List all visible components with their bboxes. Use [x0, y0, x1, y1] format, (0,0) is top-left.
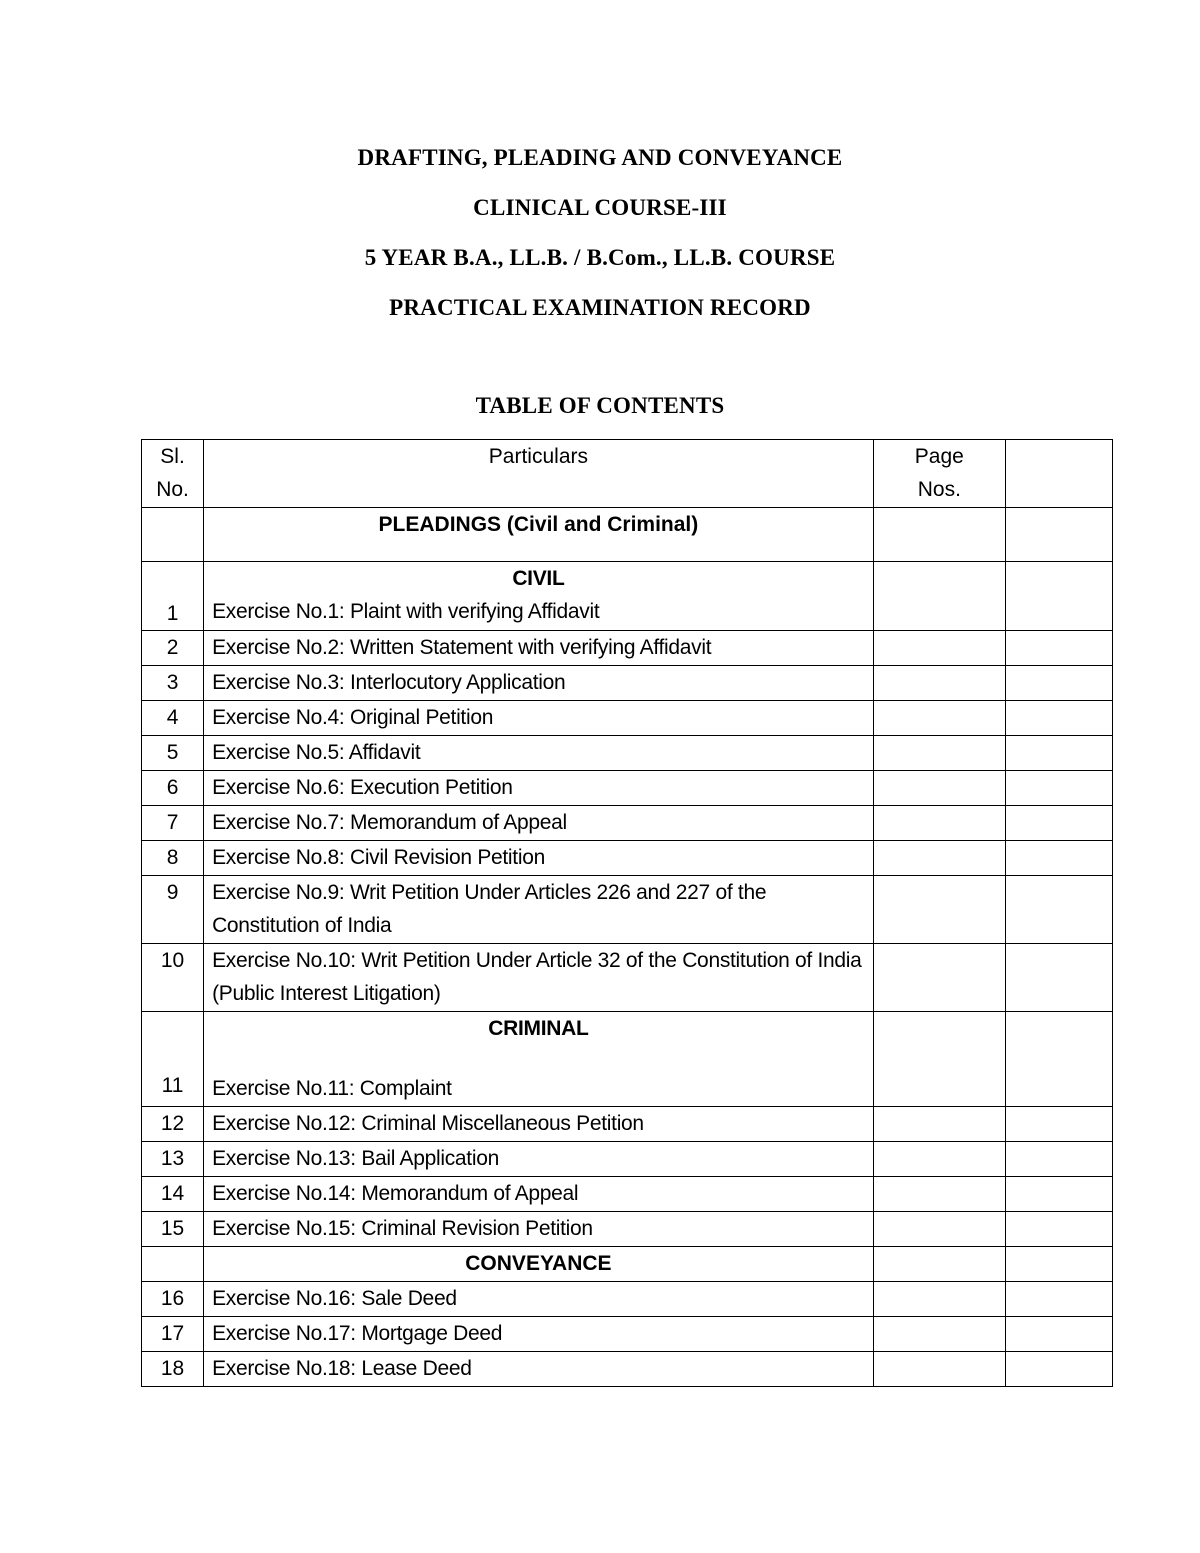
particulars-cell: Exercise No.4: Original Petition [204, 701, 874, 736]
particulars-cell: Exercise No.15: Criminal Revision Petition [204, 1212, 874, 1247]
table-row [142, 1352, 1113, 1387]
extra-cell [1005, 876, 1112, 944]
page-cell [873, 1352, 1005, 1387]
sl-no-cell: 9 [142, 876, 204, 944]
page-cell [873, 562, 1005, 631]
extra-cell [1005, 1212, 1112, 1247]
particulars-cell: Exercise No.12: Criminal Miscellaneous Petition [204, 1107, 874, 1142]
page-cell [873, 841, 1005, 876]
particulars-cell: Exercise No.13: Bail Application [204, 1142, 874, 1177]
table-row [142, 1282, 1113, 1317]
table-row [142, 666, 1113, 701]
sl-no-cell [142, 1247, 204, 1282]
extra-cell [1005, 1282, 1112, 1317]
sl-no-cell: 1 [142, 562, 204, 631]
page-cell [873, 876, 1005, 944]
header-sl-no [142, 440, 204, 508]
particulars-cell: Exercise No.10: Writ Petition Under Article 32 of the Constitution of India (Public Interest Litigation) [204, 944, 874, 1012]
sl-no-cell: 10 [142, 944, 204, 1012]
table-of-contents [141, 439, 1113, 1387]
page-cell [873, 806, 1005, 841]
page-cell [873, 508, 1005, 562]
page-cell [873, 1012, 1005, 1107]
page-cell [873, 1317, 1005, 1352]
particulars-cell: Exercise No.17: Mortgage Deed [204, 1317, 874, 1352]
table-row [142, 701, 1113, 736]
table-row [142, 1317, 1113, 1352]
extra-cell [1005, 1352, 1112, 1387]
particulars-cell: Exercise No.5: Affidavit [204, 736, 874, 771]
sl-no-cell: 7 [142, 806, 204, 841]
extra-cell [1005, 508, 1112, 562]
course-subtitle: CLINICAL COURSE-III [473, 195, 727, 220]
particulars-cell: Exercise No.2: Written Statement with verifying Affidavit [204, 631, 874, 666]
extra-cell [1005, 1142, 1112, 1177]
page-cell [873, 1107, 1005, 1142]
section-conveyance [204, 1247, 874, 1282]
particulars-cell: Exercise No.16: Sale Deed [204, 1282, 874, 1317]
page-cell [873, 944, 1005, 1012]
sl-no-cell: 18 [142, 1352, 204, 1387]
particulars-cell: Exercise No.8: Civil Revision Petition [204, 841, 874, 876]
page-cell [873, 736, 1005, 771]
page-cell [873, 771, 1005, 806]
record-title: PRACTICAL EXAMINATION RECORD [389, 295, 811, 320]
table-row [142, 1012, 1113, 1107]
header-sl-no-line2: No. [156, 478, 189, 501]
table-row [142, 1177, 1113, 1212]
section-label: PLEADINGS (Civil and Criminal) [378, 513, 699, 536]
table-row [142, 771, 1113, 806]
extra-cell [1005, 666, 1112, 701]
sl-no-cell: 14 [142, 1177, 204, 1212]
section-label: CONVEYANCE [465, 1252, 612, 1275]
particulars-cell [204, 562, 874, 631]
header-page-line2: Nos. [917, 478, 961, 501]
extra-cell [1005, 944, 1112, 1012]
section-row-conveyance [142, 1247, 1113, 1282]
header-extra [1005, 440, 1112, 508]
page-cell [873, 666, 1005, 701]
page-cell [873, 1282, 1005, 1317]
table-row [142, 562, 1113, 631]
exercise-title: Exercise No.1: Plaint with verifying Affidavit [212, 600, 600, 623]
extra-cell [1005, 806, 1112, 841]
particulars-cell: Exercise No.6: Execution Petition [204, 771, 874, 806]
extra-cell [1005, 631, 1112, 666]
table-header-row [142, 440, 1113, 508]
page-cell [873, 1247, 1005, 1282]
particulars-cell: Exercise No.14: Memorandum of Appeal [204, 1177, 874, 1212]
table-row [142, 1212, 1113, 1247]
section-row-pleadings [142, 508, 1113, 562]
page-cell [873, 1177, 1005, 1212]
extra-cell [1005, 1012, 1112, 1107]
sl-no-cell: 16 [142, 1282, 204, 1317]
extra-cell [1005, 771, 1112, 806]
extra-cell [1005, 1317, 1112, 1352]
sl-no-cell: 6 [142, 771, 204, 806]
table-row [142, 736, 1113, 771]
extra-cell [1005, 701, 1112, 736]
particulars-cell: Exercise No.3: Interlocutory Application [204, 666, 874, 701]
table-row [142, 806, 1113, 841]
program-title: 5 YEAR B.A., LL.B. / B.Com., LL.B. COURSE [364, 245, 836, 270]
header-page-nos [873, 440, 1005, 508]
header-sl-no-line1: Sl. [160, 445, 185, 468]
page-cell [873, 1212, 1005, 1247]
table-row [142, 1142, 1113, 1177]
sl-no-cell: 4 [142, 701, 204, 736]
table-row [142, 876, 1113, 944]
particulars-cell [204, 1012, 874, 1107]
sl-no-cell: 2 [142, 631, 204, 666]
extra-cell [1005, 562, 1112, 631]
page-cell [873, 701, 1005, 736]
table-row [142, 631, 1113, 666]
extra-cell [1005, 841, 1112, 876]
sl-no-cell: 17 [142, 1317, 204, 1352]
header-page-line1: Page [914, 445, 964, 468]
table-row [142, 1107, 1113, 1142]
extra-cell [1005, 1107, 1112, 1142]
sl-no-cell: 8 [142, 841, 204, 876]
sl-no-cell: 3 [142, 666, 204, 701]
sl-no-cell: 15 [142, 1212, 204, 1247]
sl-no-cell [142, 508, 204, 562]
page-cell [873, 631, 1005, 666]
extra-cell [1005, 736, 1112, 771]
toc-heading: TABLE OF CONTENTS [475, 393, 725, 418]
page-cell [873, 1142, 1005, 1177]
sl-no-cell: 13 [142, 1142, 204, 1177]
particulars-cell: Exercise No.9: Writ Petition Under Articles 226 and 227 of the Constitution of India [204, 876, 874, 944]
section-civil: CIVIL [512, 567, 565, 590]
table-row [142, 944, 1113, 1012]
table-row [142, 841, 1113, 876]
sl-no-cell: 11 [142, 1012, 204, 1107]
header-particulars: Particulars [204, 440, 874, 508]
course-title: DRAFTING, PLEADING AND CONVEYANCE [357, 145, 843, 170]
sl-no-cell: 12 [142, 1107, 204, 1142]
particulars-cell: Exercise No.7: Memorandum of Appeal [204, 806, 874, 841]
sl-no-cell: 5 [142, 736, 204, 771]
section-pleadings [204, 508, 874, 562]
extra-cell [1005, 1247, 1112, 1282]
extra-cell [1005, 1177, 1112, 1212]
particulars-cell: Exercise No.18: Lease Deed [204, 1352, 874, 1387]
exercise-title: Exercise No.11: Complaint [212, 1077, 452, 1100]
section-criminal: CRIMINAL [488, 1017, 589, 1040]
